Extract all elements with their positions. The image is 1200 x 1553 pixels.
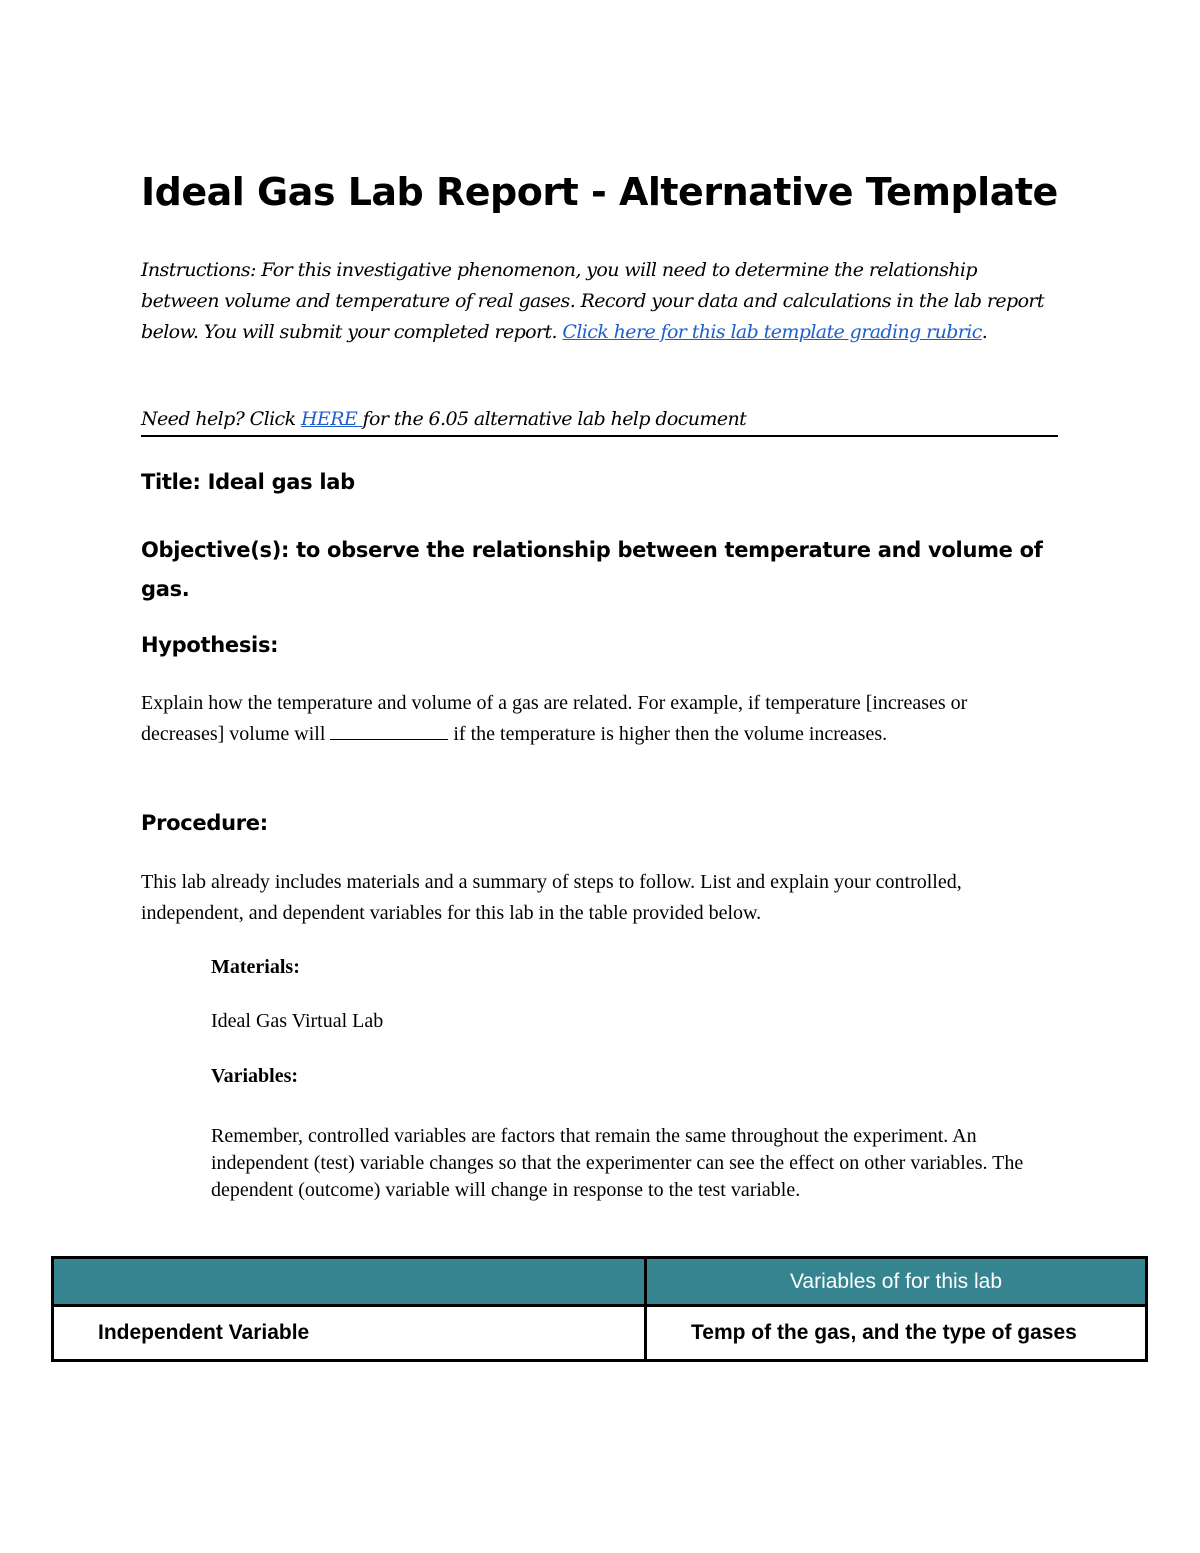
procedure-heading: Procedure: [141,811,268,835]
instructions-text: Instructions: For this investigative phenomenon, you will need to determine the relationship between volume and temperature of real gases. Record your data and calculations in the lab report below. You will submit your completed report. [141,259,1044,343]
table-cell-variable-type: Independent Variable [53,1306,646,1361]
table-row [53,1306,1147,1361]
variables-text: Remember, controlled variables are factors that remain the same throughout the experiment. An independent (test) variable changes so that the experimenter can see the effect on other variables. The dependent (outcome) variable will change in response to the test variable. [211,1125,1024,1201]
materials-text: Ideal Gas Virtual Lab [211,1010,384,1032]
table-header-cell-variables: Variables of for this lab [646,1258,1147,1306]
procedure-text: This lab already includes materials and a summary of steps to follow. List and explain your controlled, independent, and dependent variables for this lab in the table provided below. [141,871,962,924]
fill-in-blank [330,721,448,740]
objective-heading: Objective(s): to observe the relationship between temperature and volume of gas. [141,538,1043,601]
hypothesis-text-part1: Explain how the temperature and volume of a gas are related. For example, if temperature [increases or decreases] volume will [141,692,968,745]
hypothesis-text-part2: if the temperature is higher then the volume increases. [448,723,888,745]
table-header-cell-empty [53,1258,646,1306]
instructions-paragraph [141,255,1046,348]
hypothesis-text [141,688,1051,750]
help-prefix: Need help? Click [141,408,301,430]
table-cell-variable-value: Temp of the gas, and the type of gases [646,1306,1147,1361]
help-document-link[interactable]: HERE [300,408,363,430]
variables-heading: Variables: [211,1065,299,1087]
instructions-end: . [981,321,988,343]
table-header-row [53,1258,1147,1306]
hypothesis-heading: Hypothesis: [141,633,279,657]
variables-table [51,1256,1148,1362]
help-suffix: for the 6.05 alternative lab help document [362,408,747,430]
materials-heading: Materials: [211,956,300,978]
grading-rubric-link[interactable]: Click here for this lab template grading rubric [562,321,982,343]
document-title: Ideal Gas Lab Report - Alternative Template [141,170,1058,214]
help-line [141,406,1058,437]
report-title: Title: Ideal gas lab [141,470,355,494]
